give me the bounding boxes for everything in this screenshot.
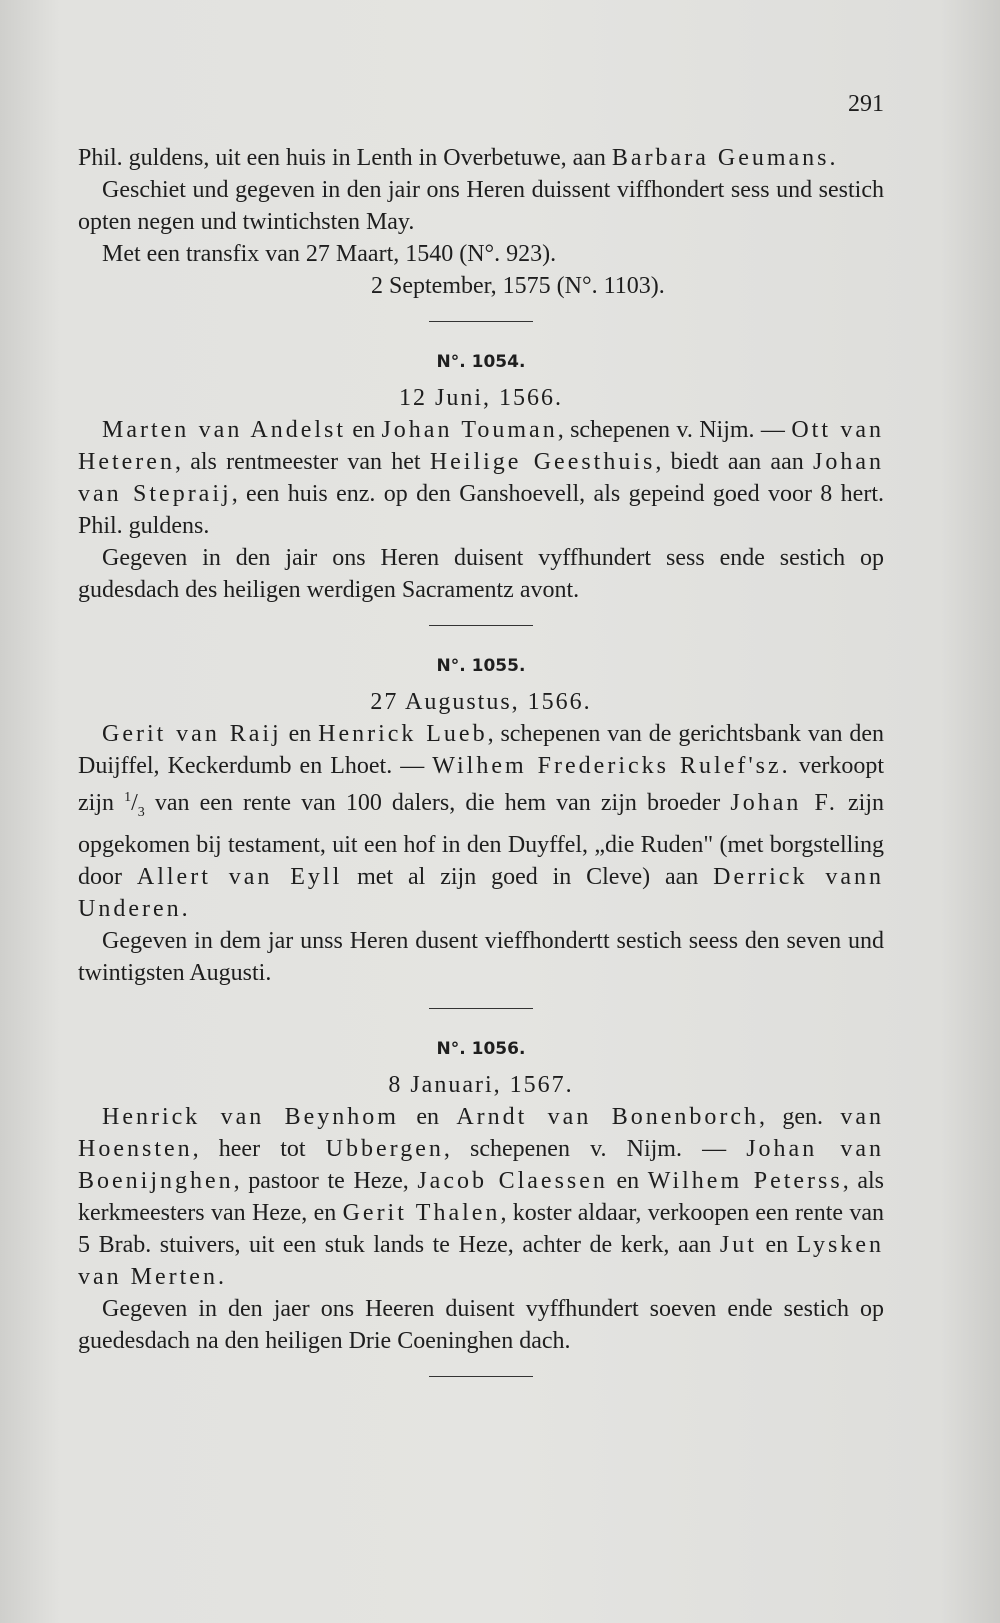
fraction-denominator: 3 bbox=[137, 804, 145, 820]
entry-1056 bbox=[78, 1033, 884, 1357]
transfix-line-2: 2 September, 1575 (N°. 1103). bbox=[371, 273, 665, 299]
entry-body: Gerit van Raij en Henrick Lueb, schepenen van de gerichtsbank van den Duijffel, Keckerdumb en Lhoet. — Wilhem Fredericks Rulef'sz. verkoopt zijn $^1/_3$ van een rente van 100 dalers, die hem van zijn broeder Johan F. zijn opgekomen bij testament, uit een hof in den Duyffel, „die Ruden" (met borgstelling door Allert van Eyll met al zijn goed in Cleve) aan Derrick vann Underen. bbox=[78, 721, 885, 922]
fraction-numerator: 1 bbox=[124, 790, 132, 805]
entry-date: 12 Juni, 1566. bbox=[398, 385, 563, 411]
divider bbox=[429, 1376, 533, 1377]
entry-date: 8 Januari, 1567. bbox=[388, 1071, 574, 1098]
divider bbox=[429, 625, 533, 626]
divider bbox=[429, 321, 533, 322]
page-number: 291 bbox=[848, 91, 884, 117]
intro-closing: Geschiet und gegeven in den jair ons Heren duissent viffhondert sess und sestich opten negen und twintichsten May. bbox=[78, 177, 884, 235]
entry-date: 27 Augustus, 1566. bbox=[370, 689, 592, 715]
entry-body: Marten van Andelst en Johan Touman, schepenen v. Nijm. — Ott van Heteren, als rentmeester van het Heilige Geesthuis, biedt aan aan Johan van Stepraij, een huis enz. op den Ganshoevell, als gepeind goed voor 8 hert. Phil. guldens. bbox=[78, 417, 885, 539]
intro-paragraph: Phil. guldens, uit een huis in Lenth in Overbetuwe, aan Barbara Geumans. bbox=[78, 145, 836, 171]
entry-number: N°. 1054. bbox=[436, 352, 526, 372]
entry-1054 bbox=[78, 346, 884, 606]
text-block bbox=[78, 88, 884, 1401]
entry-closing: Gegeven in dem jar unss Heren dusent vieffhondertt sestich seess den seven und twintigsten Augusti. bbox=[78, 927, 884, 986]
entry-closing: Gegeven in den jair ons Heren duisent vyffhundert sess ende sestich op gudesdach des heiligen werdigen Sacramentz avont. bbox=[78, 545, 884, 603]
entry-body: Henrick van Beynhom en Arndt van Bonenborch, gen. van Hoensten, heer tot Ubbergen, schepenen v. Nijm. — Johan van Boenijnghen, pastoor te Heze, Jacob Claessen en Wilhem Peterss, als kerkmeesters van Heze, en Gerit Thalen, koster aldaar, verkoopen een rente van 5 Brab. stuivers, uit een stuk lands te Heze, achter de kerk, aan Jut en Lysken van Merten. bbox=[78, 1103, 885, 1290]
divider bbox=[429, 1008, 533, 1009]
person-name: Barbara Geumans bbox=[611, 145, 830, 171]
transfix-line-1: Met een transfix van 27 Maart, 1540 (N°. 923). bbox=[102, 241, 557, 267]
entry-closing: Gegeven in den jaer ons Heeren duisent vyffhundert soeven ende sestich op guedesdach na den heiligen Drie Coeninghen dach. bbox=[78, 1295, 884, 1354]
entry-number: N°. 1055. bbox=[436, 656, 526, 676]
entry-number: N°. 1056. bbox=[436, 1038, 526, 1059]
entry-1055 bbox=[78, 650, 884, 989]
